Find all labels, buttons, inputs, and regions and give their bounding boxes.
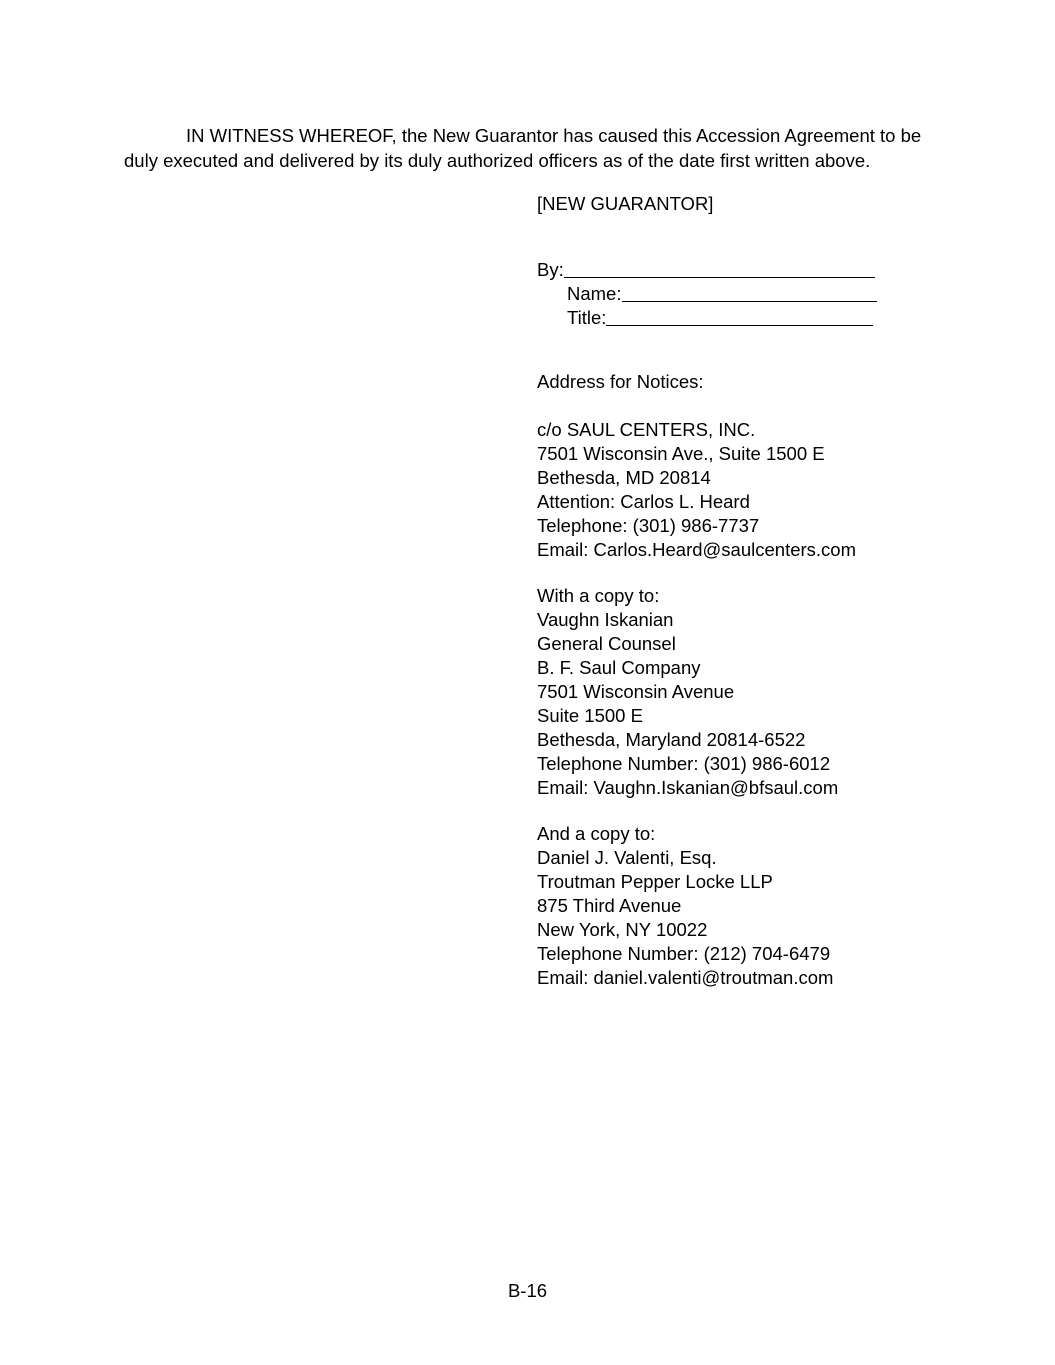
address-line: Bethesda, Maryland 20814-6522: [537, 729, 806, 750]
address-line: Telephone Number: (212) 704-6479: [537, 943, 831, 964]
address-line: 7501 Wisconsin Ave., Suite 1500 E: [537, 443, 825, 464]
page-number: B-16: [507, 1280, 548, 1301]
new-guarantor-heading: [NEW GUARANTOR]: [537, 193, 714, 214]
witness-paragraph: [124, 124, 944, 173]
title-signature-line: [606, 306, 873, 326]
address-line: Daniel J. Valenti, Esq.: [537, 847, 717, 868]
address-line: Telephone: (301) 986-7737: [537, 515, 760, 536]
address-line: 7501 Wisconsin Avenue: [537, 681, 735, 702]
title-label: Title:: [567, 307, 607, 328]
by-label: By:: [537, 259, 564, 280]
address-line: Suite 1500 E: [537, 705, 643, 726]
address-line: B. F. Saul Company: [537, 657, 701, 678]
address-line: Email: Vaughn.Iskanian@bfsaul.com: [537, 777, 839, 798]
address-line: Bethesda, MD 20814: [537, 467, 711, 488]
address-line: Troutman Pepper Locke LLP: [537, 871, 773, 892]
address-line: With a copy to:: [537, 585, 660, 606]
by-signature-line: [564, 258, 875, 278]
address-line: Vaughn Iskanian: [537, 609, 674, 630]
by-row: [537, 258, 957, 282]
copy-address-block-2: [537, 822, 957, 990]
address-line: c/o SAUL CENTERS, INC.: [537, 419, 756, 440]
address-line: Email: daniel.valenti@troutman.com: [537, 967, 834, 988]
address-line: Email: Carlos.Heard@saulcenters.com: [537, 539, 856, 560]
primary-address-block: [537, 418, 957, 562]
address-line: Attention: Carlos L. Heard: [537, 491, 750, 512]
copy-address-block-1: [537, 584, 957, 800]
title-row: [537, 306, 957, 330]
name-label: Name:: [567, 283, 622, 304]
address-line: Telephone Number: (301) 986-6012: [537, 753, 831, 774]
address-line: 875 Third Avenue: [537, 895, 682, 916]
address-line: New York, NY 10022: [537, 919, 708, 940]
name-signature-line: [622, 282, 877, 302]
address-line: And a copy to:: [537, 823, 656, 844]
name-row: [537, 282, 957, 306]
address-line: General Counsel: [537, 633, 676, 654]
notices-label: Address for Notices:: [537, 371, 704, 392]
signature-block: [537, 258, 957, 330]
witness-text: IN WITNESS WHEREOF, the New Guarantor has caused this Accession Agreement to be duly executed and delivered by its duly authorized officers as of the date first written above.: [124, 125, 922, 171]
